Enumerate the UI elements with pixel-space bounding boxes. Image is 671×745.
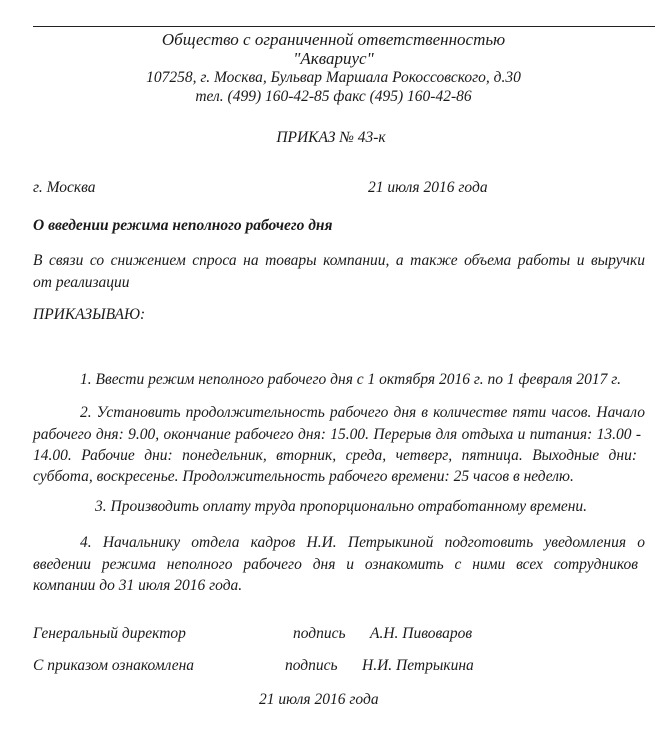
- order-item-4-line: введении режима неполного рабочего дня и ознакомить с ними всех сотрудников: [33, 556, 638, 573]
- header-rule: [33, 26, 655, 27]
- order-item-1: 1. Ввести режим неполного рабочего дня с 1 октября 2016 г. по 1 февраля 2017 г.: [80, 371, 621, 388]
- org-name: "Аквариус": [293, 49, 374, 68]
- order-city: г. Москва: [33, 179, 96, 196]
- preamble-line: В связи со снижением спроса на товары компании, а также объема работы и выручки: [33, 252, 645, 269]
- signature-name: Н.И. Петрыкина: [362, 657, 474, 674]
- order-subject: О введении режима неполного рабочего дня: [33, 217, 333, 234]
- footer-date: 21 июля 2016 года: [259, 691, 379, 708]
- order-date: 21 июля 2016 года: [368, 179, 488, 196]
- signature-mark: подпись: [285, 657, 338, 674]
- order-item-2-line: 2. Установить продолжительность рабочего дня в количестве пяти часов. Начало: [80, 404, 645, 421]
- signature-role: С приказом ознакомлена: [33, 657, 195, 674]
- signature-role: Генеральный директор: [33, 625, 186, 642]
- signature-mark: подпись: [293, 625, 346, 642]
- org-line: Общество с ограниченной ответственностью: [161, 30, 506, 49]
- order-item-4-line: компании до 31 июля 2016 года.: [33, 577, 243, 594]
- order-item-2-line: рабочего дня: 9.00, окончание рабочего дня: 15.00. Перерыв для отдыха и питания: 13.00 -: [33, 426, 641, 443]
- order-title: ПРИКАЗ № 43-к: [276, 129, 386, 146]
- order-item-2-line: 14.00. Рабочие дни: понедельник, вторник, среда, четверг, пятница. Выходные дни:: [33, 447, 637, 464]
- order-item-2-line: суббота, воскресенье. Продолжительность рабочего времени: 25 часов в неделю.: [33, 468, 574, 485]
- org-contacts: тел. (499) 160-42-85 факс (495) 160-42-86: [195, 88, 472, 105]
- order-item-3: 3. Производить оплату труда пропорционально отработанному времени.: [95, 498, 588, 515]
- preamble-line: от реализации: [33, 274, 130, 291]
- order-word: ПРИКАЗЫВАЮ:: [33, 306, 146, 323]
- org-address: 107258, г. Москва, Бульвар Маршала Рокоссовского, д.30: [146, 69, 521, 86]
- signature-name: А.Н. Пивоваров: [370, 625, 473, 642]
- order-item-4-line: 4. Начальнику отдела кадров Н.И. Петрыкиной подготовить уведомления о: [80, 534, 645, 551]
